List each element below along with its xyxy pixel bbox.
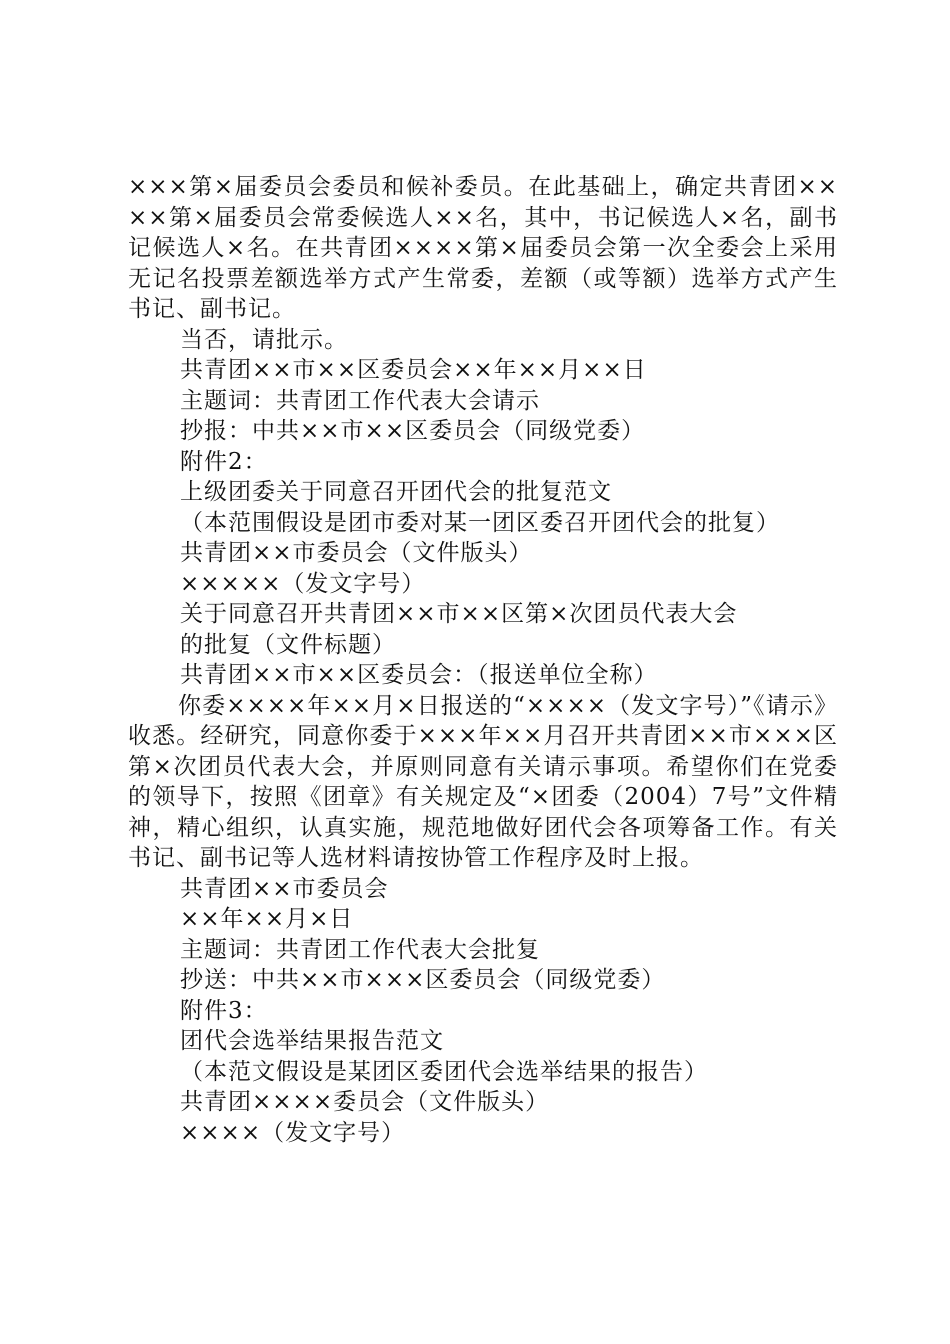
attachment-3-label: 附件3： (180, 997, 268, 1024)
attachment-2-recipient: 共青团××市××区委员会：（报送单位全称） (180, 662, 658, 688)
attachment-2-header: 共青团××市委员会（文件版头） (180, 540, 533, 566)
attachment-2-date: ××年××月×日 (180, 906, 354, 932)
copy-report: 抄报：中共××市××区委员会（同级党委） (180, 418, 646, 444)
document-body (128, 172, 838, 1148)
attachment-3-title: 团代会选举结果报告范文 (180, 1028, 444, 1054)
attachment-2-label: 附件2： (180, 448, 268, 475)
attachment-2-doc-title-line2: 的批复（文件标题） (180, 631, 396, 658)
attachment-2-note: （本范围假设是团市委对某一团区委召开团代会的批复） (180, 509, 780, 536)
attachment-2-signature: 共青团××市委员会 (180, 875, 389, 902)
attachment-3-note: （本范文假设是某团区委团代会选举结果的报告） (180, 1058, 708, 1085)
attachment-2-title: 上级团委关于同意召开团代会的批复范文 (180, 479, 612, 505)
paragraph-candidates: ×××第×届委员会委员和候补委员。在此基础上，确定共青团××××第×届委员会常委候选人××名，其中，书记候选人×名，副书记候选人×名。在共青团××××第×届委员会第一次全委会上采用无记名投票差额选举方式产生常委，差额（或等额）选举方式产生书记、副书记。 (128, 174, 838, 322)
approval-request: 当否，请批示。 (180, 326, 348, 353)
subject-keywords: 主题词：共青团工作代表大会请示 (180, 387, 540, 414)
attachment-2-doc-title-line1: 关于同意召开共青团××市××区第×次团员代表大会 (180, 601, 738, 627)
subject-keywords-2: 主题词：共青团工作代表大会批复 (180, 936, 540, 963)
copy-send: 抄送：中共××市×××区委员会（同级党委） (180, 967, 666, 993)
attachment-2-doc-number: ×××××（发文字号） (180, 570, 426, 597)
attachment-2-body: 你委××××年××月×日报送的“××××（发文字号）”《请示》收悉。经研究，同意你委于×××年××月召开共青团××市×××区第×次团员代表大会，并原则同意有关请示事项。希望你们在党委的领导下，按照《团章》有关规定及“×团委（2004）7号”文件精神，精心组织，认真实施，规范地做好团代会各项筹备工作。有关书记、副书记等人选材料请按协管工作程序及时上报。 (128, 692, 838, 871)
attachment-3-header: 共青团××××委员会（文件版头） (180, 1089, 550, 1115)
sender-and-date: 共青团××市××区委员会××年××月××日 (180, 357, 647, 383)
attachment-3-doc-number: ××××（发文字号） (180, 1119, 406, 1146)
